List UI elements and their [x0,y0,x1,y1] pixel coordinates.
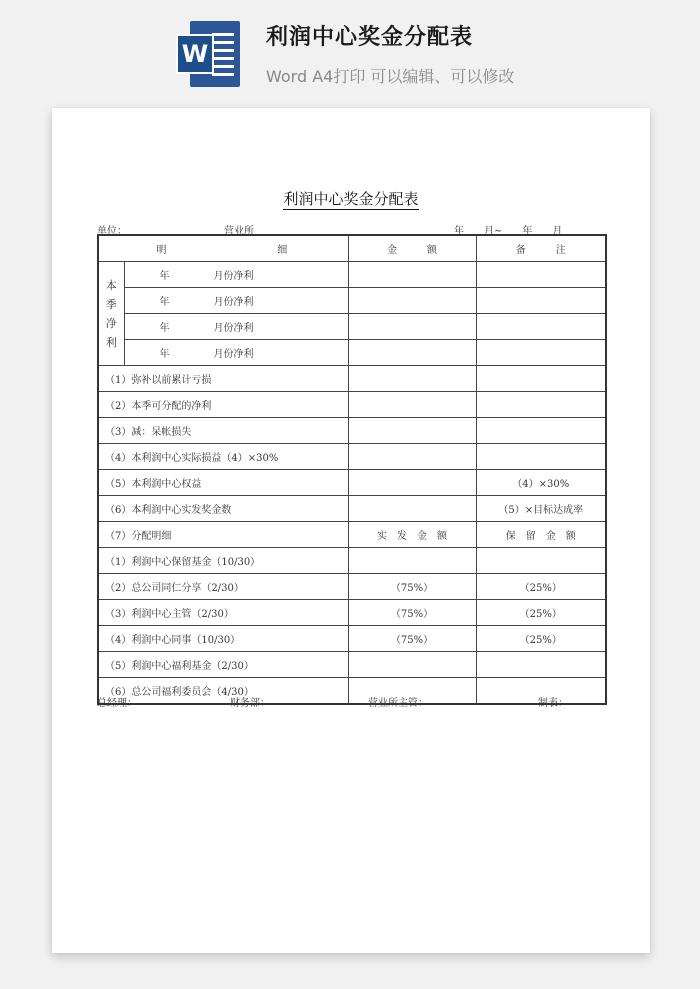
footer-finance: 财务部： [230,698,270,709]
remark-cell[interactable]: （5）×目标达成率 [476,496,606,522]
document-title-text: 利润中心奖金分配表 [283,190,419,208]
remark-cell[interactable] [476,392,606,418]
quarter-row [98,288,606,314]
item-row [98,418,606,444]
banner-title: 利润中心奖金分配表 [266,25,474,50]
remark-cell[interactable] [476,288,606,314]
remark-cell[interactable]: （25%） [476,626,606,652]
amount-cell[interactable] [348,548,476,574]
word-icon [176,21,240,87]
item-label: （1）弥补以前累计亏损 [98,366,348,392]
item-label: （3）利润中心主管（2/30） [98,600,348,626]
amount-cell[interactable] [348,496,476,522]
item-row [98,574,606,600]
amount-cell[interactable] [348,392,476,418]
remark-cell[interactable] [476,548,606,574]
quarter-month-cell: 年 月份净利 [124,288,348,314]
item-label: （6）本利润中心实发奖金数 [98,496,348,522]
item-label: （7）分配明细 [98,522,348,548]
amount-cell[interactable] [348,444,476,470]
header-detail-right: 细 [277,245,288,256]
bonus-table [97,234,607,705]
item-row [98,652,606,678]
item-label: （3）减：呆帐损失 [98,418,348,444]
item-label: （2）总公司同仁分享（2/30） [98,574,348,600]
unit-label: 单位： [97,226,127,237]
word-icon-letter: W [176,34,214,74]
quarter-row [98,314,606,340]
amount-cell[interactable] [348,652,476,678]
item-row [98,678,606,705]
item-label: （1）利润中心保留基金（10/30） [98,548,348,574]
remark-cell[interactable]: 保 留 金 额 [476,522,606,548]
item-label: （5）本利润中心权益 [98,470,348,496]
amount-cell[interactable] [348,418,476,444]
amount-cell[interactable]: （75%） [348,574,476,600]
remark-cell[interactable] [476,262,606,288]
header-detail [98,235,348,262]
remark-cell[interactable] [476,366,606,392]
header-row [98,235,606,262]
item-label: （4）利润中心同事（10/30） [98,626,348,652]
remark-cell[interactable]: （25%） [476,574,606,600]
header-detail-left: 明 [156,245,167,256]
item-row [98,496,606,522]
footer-office-manager: 营业所主管： [368,698,428,709]
item-label: （2）本季可分配的净利 [98,392,348,418]
item-row [98,392,606,418]
quarter-row [98,262,606,288]
remark-cell[interactable] [476,340,606,366]
item-label: （4）本利润中心实际损益（4）×30% [98,444,348,470]
amount-cell[interactable] [348,262,476,288]
footer-general-manager: 总经理： [97,698,137,709]
quarter-profit-label: 本 季 净 利 [98,262,124,366]
item-row [98,548,606,574]
item-label: （5）利润中心福利基金（2/30） [98,652,348,678]
remark-cell[interactable] [476,418,606,444]
item-row [98,444,606,470]
quarter-month-cell: 年 月份净利 [124,340,348,366]
item-row [98,470,606,496]
quarter-row [98,340,606,366]
document-title [52,188,650,209]
item-row [98,600,606,626]
item-row [98,366,606,392]
quarter-month-cell: 年 月份净利 [124,314,348,340]
item-label: （6）总公司福利委员会（4/30） [98,678,348,705]
banner-subtitle: Word A4打印 可以编辑、可以修改 [266,67,515,86]
remark-cell[interactable] [476,444,606,470]
amount-cell[interactable] [348,340,476,366]
header-remark: 备 注 [476,235,606,262]
item-row [98,626,606,652]
remark-cell[interactable] [476,314,606,340]
amount-cell[interactable]: （75%） [348,626,476,652]
banner [0,0,700,100]
amount-cell[interactable] [348,470,476,496]
header-amount: 金 额 [348,235,476,262]
item-row [98,522,606,548]
footer-prepared-by: 制表： [538,698,568,709]
remark-cell[interactable] [476,652,606,678]
amount-cell[interactable]: （75%） [348,600,476,626]
quarter-month-cell: 年 月份净利 [124,262,348,288]
remark-cell[interactable]: （25%） [476,600,606,626]
amount-cell[interactable] [348,366,476,392]
office-label: 营业所 [224,226,254,237]
date-range: 年 月~ 年 月 [454,226,563,237]
amount-cell[interactable]: 实 发 金 额 [348,522,476,548]
amount-cell[interactable] [348,288,476,314]
remark-cell[interactable]: （4）×30% [476,470,606,496]
amount-cell[interactable] [348,314,476,340]
document-page [52,108,650,953]
